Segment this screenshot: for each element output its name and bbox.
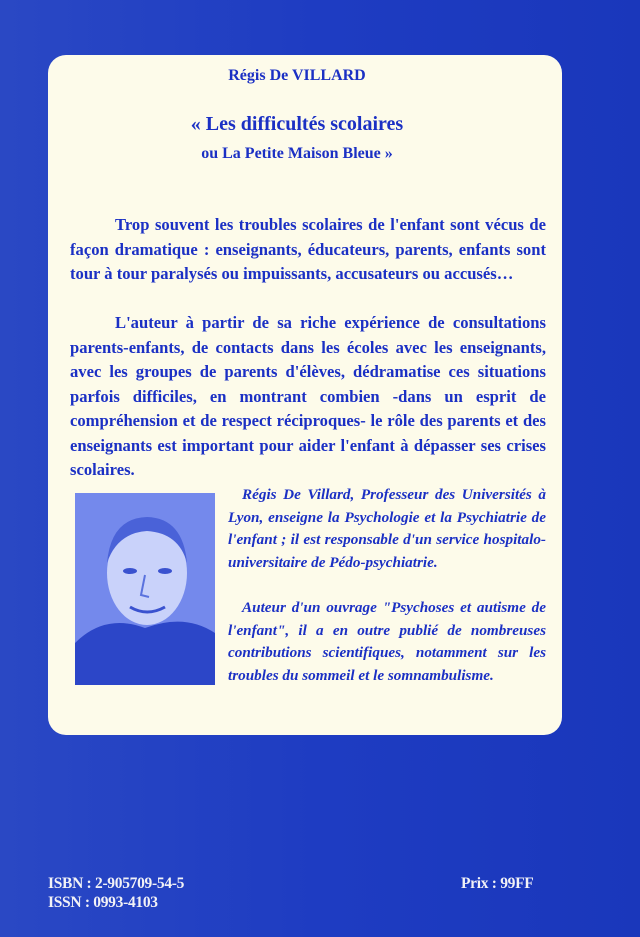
book-title: « Les difficultés scolaires — [190, 113, 404, 135]
author-bio: Régis De Villard, Professeur des Universités à Lyon, enseigne la Psychologie et la Psychiatrie de l'enfant ; il est responsable d'un service hospitalo-universitaire de Pédo-psychiatrie. — [228, 486, 546, 571]
price: Prix : 99FF — [461, 875, 534, 892]
text-panel — [48, 55, 562, 735]
author-name: Régis De VILLARD — [228, 67, 366, 84]
author-photo — [75, 493, 215, 685]
issn: ISSN : 0993-4103 — [48, 894, 158, 911]
book-subtitle: ou La Petite Maison Bleue » — [201, 145, 393, 162]
summary-paragraph: Trop souvent les troubles scolaires de l'enfant sont vécus de façon dramatique : enseignants, éducateurs, parents, enfants sont tour à tour paralysés ou impuissants, accusateurs ou accusés… — [70, 215, 546, 283]
isbn: ISBN : 2-905709-54-5 — [48, 875, 185, 892]
author-bio: Auteur d'un ouvrage "Psychoses et autisme de l'enfant", il a en outre publié de nombreuses contributions scientifiques, notamment sur les troubles du sommeil et le somnambulisme. — [228, 599, 546, 684]
summary-paragraph: L'auteur à partir de sa riche expérience de consultations parents-enfants, de contacts dans les écoles avec les enseignants, avec les groupes de parents d'élèves, dédramatise ces situations parfois difficiles, en montrant combien -dans un esprit de compréhension et de respect réciproques- le rôle des parents et des enseignants est important pour aider l'enfant à dépasser ses crises scolaires. — [70, 313, 546, 479]
